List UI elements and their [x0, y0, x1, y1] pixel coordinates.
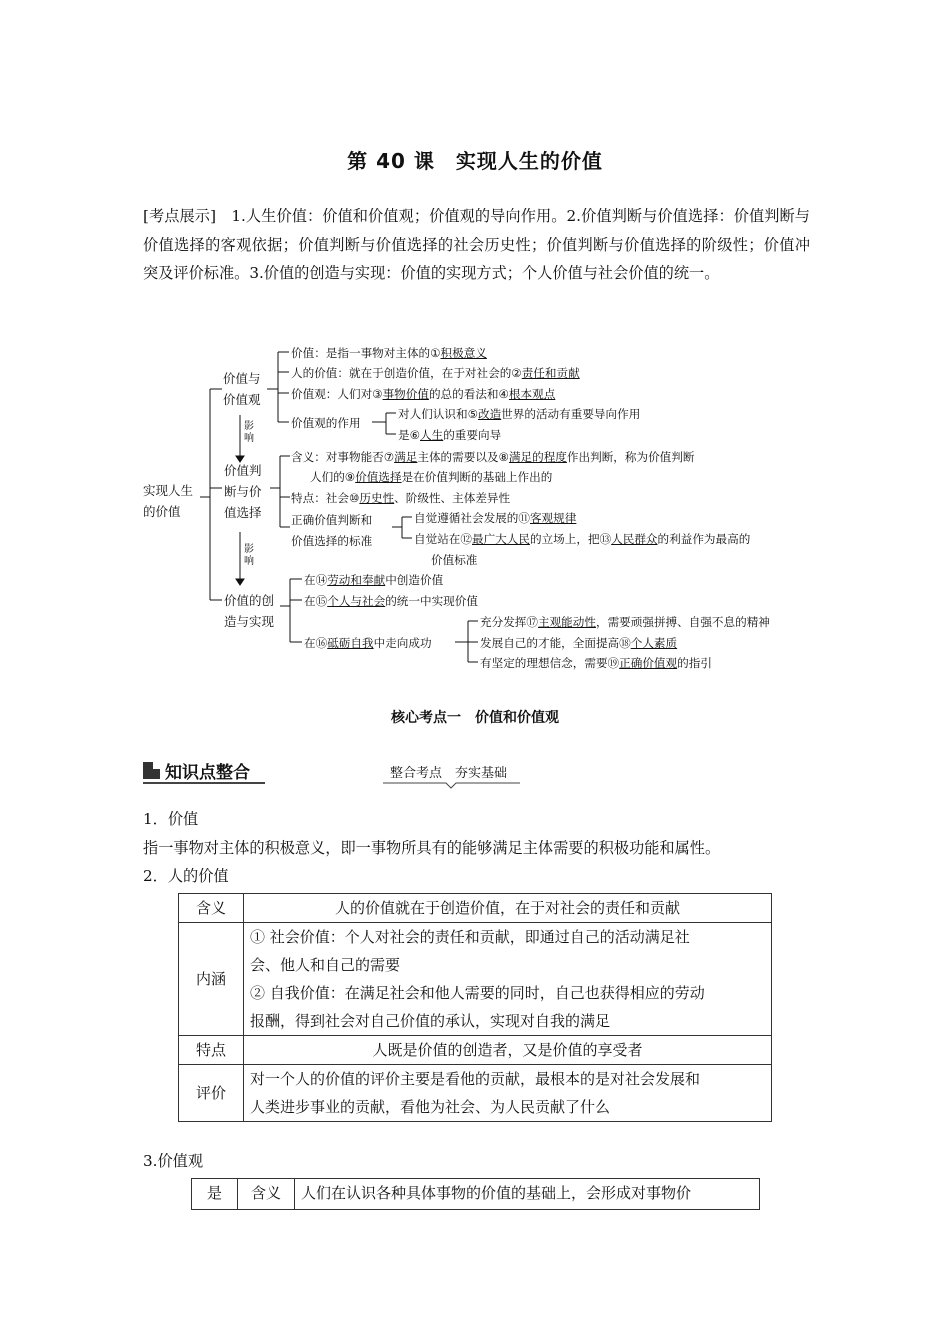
table-row: [192, 1179, 760, 1210]
table-cell: ① 社会价值：个人对社会的责任和贡献，即通过自己的活动满足社 会、他人和自己的需要 ② 自我价值：在满足社会和他人需要的同时，自己也获得相应的劳动 报酬，得到社会对自己价值的承认，实现对自我的满足: [244, 923, 772, 1036]
mindmap-item: 在⑯砥砺自我中走向成功: [304, 636, 432, 650]
table-cell: 对一个人的价值的评价主要是看他的贡献，最根本的是对社会发展和 人类进步事业的贡献，看他为社会、为人民贡献了什么: [244, 1065, 772, 1122]
square-icon: [143, 762, 160, 779]
mindmap-item: 价值观：人们对③事物价值的总的看法和④根本观点: [291, 387, 556, 401]
mindmap-item: 自觉站在⑫最广大人民的立场上，把⑬人民群众的利益作为最高的: [414, 532, 751, 546]
mindmap-branch-judgment: 价值判 断与价 值选择: [224, 463, 262, 520]
mindmap-item: 价值标准: [431, 553, 478, 567]
banner-title: 知识点整合: [165, 763, 250, 783]
mindmap-role: 价值观的作用: [291, 416, 361, 430]
table-key: 评价: [179, 1065, 244, 1122]
table-key: 含义: [179, 894, 244, 923]
mindmap-item: 发展自己的才能，全面提高⑱个人素质: [480, 636, 678, 650]
mindmap-item: 在⑭劳动和奉献中创造价值: [304, 573, 444, 587]
s1-heading: 1．价值: [143, 810, 199, 828]
mindmap-item: 在⑮个人与社会的统一中实现价值: [304, 594, 478, 608]
table-cell: 人的价值就在于创造价值，在于对社会的责任和贡献: [244, 894, 772, 923]
table-cell: 人们在认识各种具体事物的价值的基础上，会形成对事物价: [295, 1179, 760, 1210]
table-key: 特点: [179, 1036, 244, 1065]
mindmap-item: 是⑥人生的重要向导: [398, 428, 502, 442]
human-value-table: [178, 893, 772, 1122]
s1-text: 指一事物对主体的积极意义，即一事物所具有的能够满足主体需要的积极功能和属性。: [143, 839, 721, 857]
influence-label-1: 影响: [244, 421, 254, 444]
mindmap-item: 特点：社会⑩历史性、阶级性、主体差异性: [291, 491, 511, 505]
mindmap-standard: 正确价值判断和 价值选择的标准: [291, 513, 373, 548]
s2-heading: 2．人的价值: [143, 867, 229, 885]
table-row: [179, 1036, 772, 1065]
mindmap-branch-value: 价值与 价值观: [223, 371, 261, 407]
mindmap-branch-creation: 价值的创 造与实现: [224, 593, 275, 629]
table-key: 内涵: [179, 923, 244, 1036]
table-row: [179, 894, 772, 923]
page-title: 第 40 课 实现人生的价值: [347, 149, 603, 173]
intro-paragraph: [考点展示] 1.人生价值：价值和价值观；价值观的导向作用。2.价值判断与价值选择：价值判断与价值选择的客观依据；价值判断与价值选择的社会历史性；价值判断与价值选择的阶级性；价值冲突及评价标准。3.价值的创造与实现：价值的实现方式；个人价值与社会价值的统一。: [143, 207, 810, 282]
banner-subtitle: 整合考点 夯实基础: [390, 766, 508, 781]
mindmap-item: 对人们认识和⑤改造世界的活动有重要导向作用: [398, 407, 641, 421]
mindmap-root: 实现人生 的价值: [143, 483, 194, 519]
banner-underline: [143, 782, 523, 792]
table-cell: 人既是价值的创造者，又是价值的享受者: [244, 1036, 772, 1065]
influence-label-2: 影响: [244, 544, 254, 567]
mindmap-item: 人的价值：就在于创造价值，在于对社会的②责任和贡献: [291, 366, 580, 380]
table-row: [179, 923, 772, 1036]
section-heading: 核心考点一 价值和价值观: [391, 710, 559, 726]
mindmap-item: 含义：对事物能否⑦满足主体的需要以及⑧满足的程度作出判断，称为价值判断: [291, 450, 695, 464]
mindmap-item: 价值：是指一事物对主体的①积极意义: [291, 346, 487, 360]
mindmap-item: 有坚定的理想信念，需要⑲正确价值观的指引: [480, 656, 712, 670]
mindmap-item: 人们的⑨价值选择是在价值判断的基础上作出的: [310, 470, 553, 484]
s3-heading: 3.价值观: [143, 1152, 204, 1170]
table-row: [179, 1065, 772, 1122]
mindmap-item: 充分发挥⑰主观能动性，需要顽强拼搏、自强不息的精神: [480, 615, 770, 629]
table-cell: 含义: [238, 1179, 295, 1210]
table-cell: 是: [192, 1179, 238, 1210]
value-view-table: [191, 1178, 760, 1210]
mindmap-item: 自觉遵循社会发展的⑪客观规律: [414, 511, 577, 525]
